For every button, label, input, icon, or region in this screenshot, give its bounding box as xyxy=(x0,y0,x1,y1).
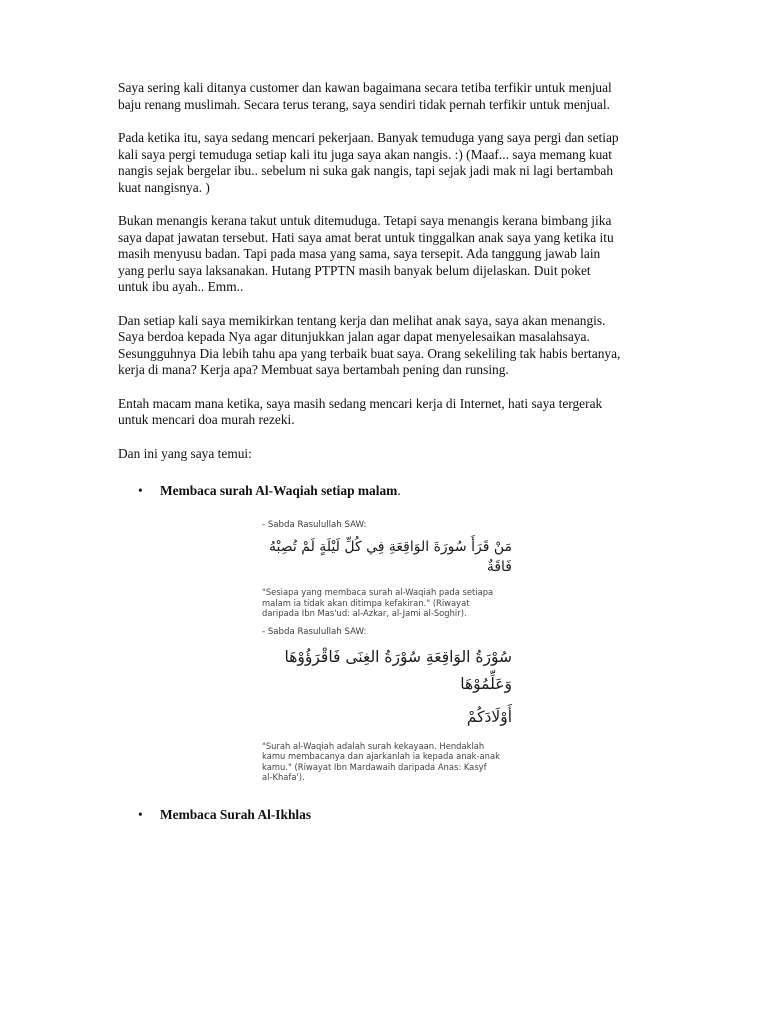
hadith-translation: "Surah al-Waqiah adalah surah kekayaan. Hendaklah kamu membacanya dan ajarkanlah ia kepada anak-anak kamu." (Riwayat Ibn Mardawaih daripada Anas: Kasyf al-Khafa'). xyxy=(262,740,500,782)
list-item xyxy=(118,806,658,823)
hadith-translation: "Sesiapa yang membaca surah al-Waqiah pada setiapa malam ia tidak akan ditimpa kefakiran." (Riwayat daripada Ibn Mas'ud: al-Azkar, al-Jami al-Soghir). xyxy=(262,587,494,618)
hadith-source-label: - Sabda Rasulullah SAW: xyxy=(262,520,367,530)
document-body xyxy=(118,80,658,499)
list-item xyxy=(118,482,658,499)
paragraph-search-doa: Entah macam mana ketika, saya masih sedang mencari kerja di Internet, hati saya tergerak untuk mencari doa murah rezeki. xyxy=(118,395,603,427)
list-item-label: Membaca Surah Al-Ikhlas xyxy=(160,807,312,822)
paragraph-job-search: Pada ketika itu, saya sedang mencari pekerjaan. Banyak temuduga yang saya pergi dan setiap kali saya pergi temuduga setiap kali itu juga saya akan nangis. :) (Maaf... saya memang kuat nangis sejak bergelar ibu.. sebelum ni suka gak nangis, tapi sejak jadi mak ni lagi bertambah kuat nangisnya. ) xyxy=(118,130,619,195)
paragraph-reason: Bukan menangis kerana takut untuk ditemuduga. Tetapi saya menangis kerana bimbang jika saya dapat jawatan tersebut. Hati saya amat berat untuk tinggalkan anak saya yang ketika itu masih menyusu badan. Tapi pada masa yang sama, saya tersepit. Ada tanggung jawab lain yang perlu saya laksanakan. Hutang PTPTN masih banyak belum dijelaskan. Duit poket untuk ibu ayah.. Emm.. xyxy=(118,213,614,294)
hadith-arabic-text: سُوْرَةُ الوَاقِعَةِ سُوْرَةُ الغِنَى فَاقْرَؤُوْهَا وَعَلِّمُوْهَا xyxy=(284,647,512,693)
bullet-icon: • xyxy=(138,483,143,498)
bullet-icon: • xyxy=(138,807,143,822)
list-item-label: Membaca surah Al-Waqiah setiap malam. xyxy=(160,483,401,498)
hadith-image xyxy=(262,520,512,782)
hadith-arabic-text: مَنْ قَرَأَ سُورَةَ الوَاقِعَةِ فِي كُلِّ لَيْلَةٍ لَمْ تُصِبْهُ فَاقَةٌ xyxy=(269,539,512,575)
hadith-arabic-text: أَوْلَادَكُمْ xyxy=(466,707,512,726)
paragraph-prayer: Dan setiap kali saya memikirkan tentang kerja dan melihat anak saya, saya akan menangis. Saya berdoa kepada Nya agar ditunjukkan jalan agar dapat menyelesaikan masalahsaya. Sesungguhnya Dia lebih tahu apa yang terbaik buat saya. Orang sekeliling tak habis bertanya, kerja di mana? Kerja apa? Membuat saya bertambah pening dan runsing. xyxy=(118,312,621,377)
paragraph-found: Dan ini yang saya temui: xyxy=(118,445,252,461)
paragraph-intro: Saya sering kali ditanya customer dan kawan bagaimana secara tetiba terfikir untuk menjual baju renang muslimah. Secara terus terang, saya sendiri tidak pernah terfikir untuk menjual. xyxy=(118,80,612,112)
hadith-source-label: - Sabda Rasulullah SAW: xyxy=(262,626,367,637)
